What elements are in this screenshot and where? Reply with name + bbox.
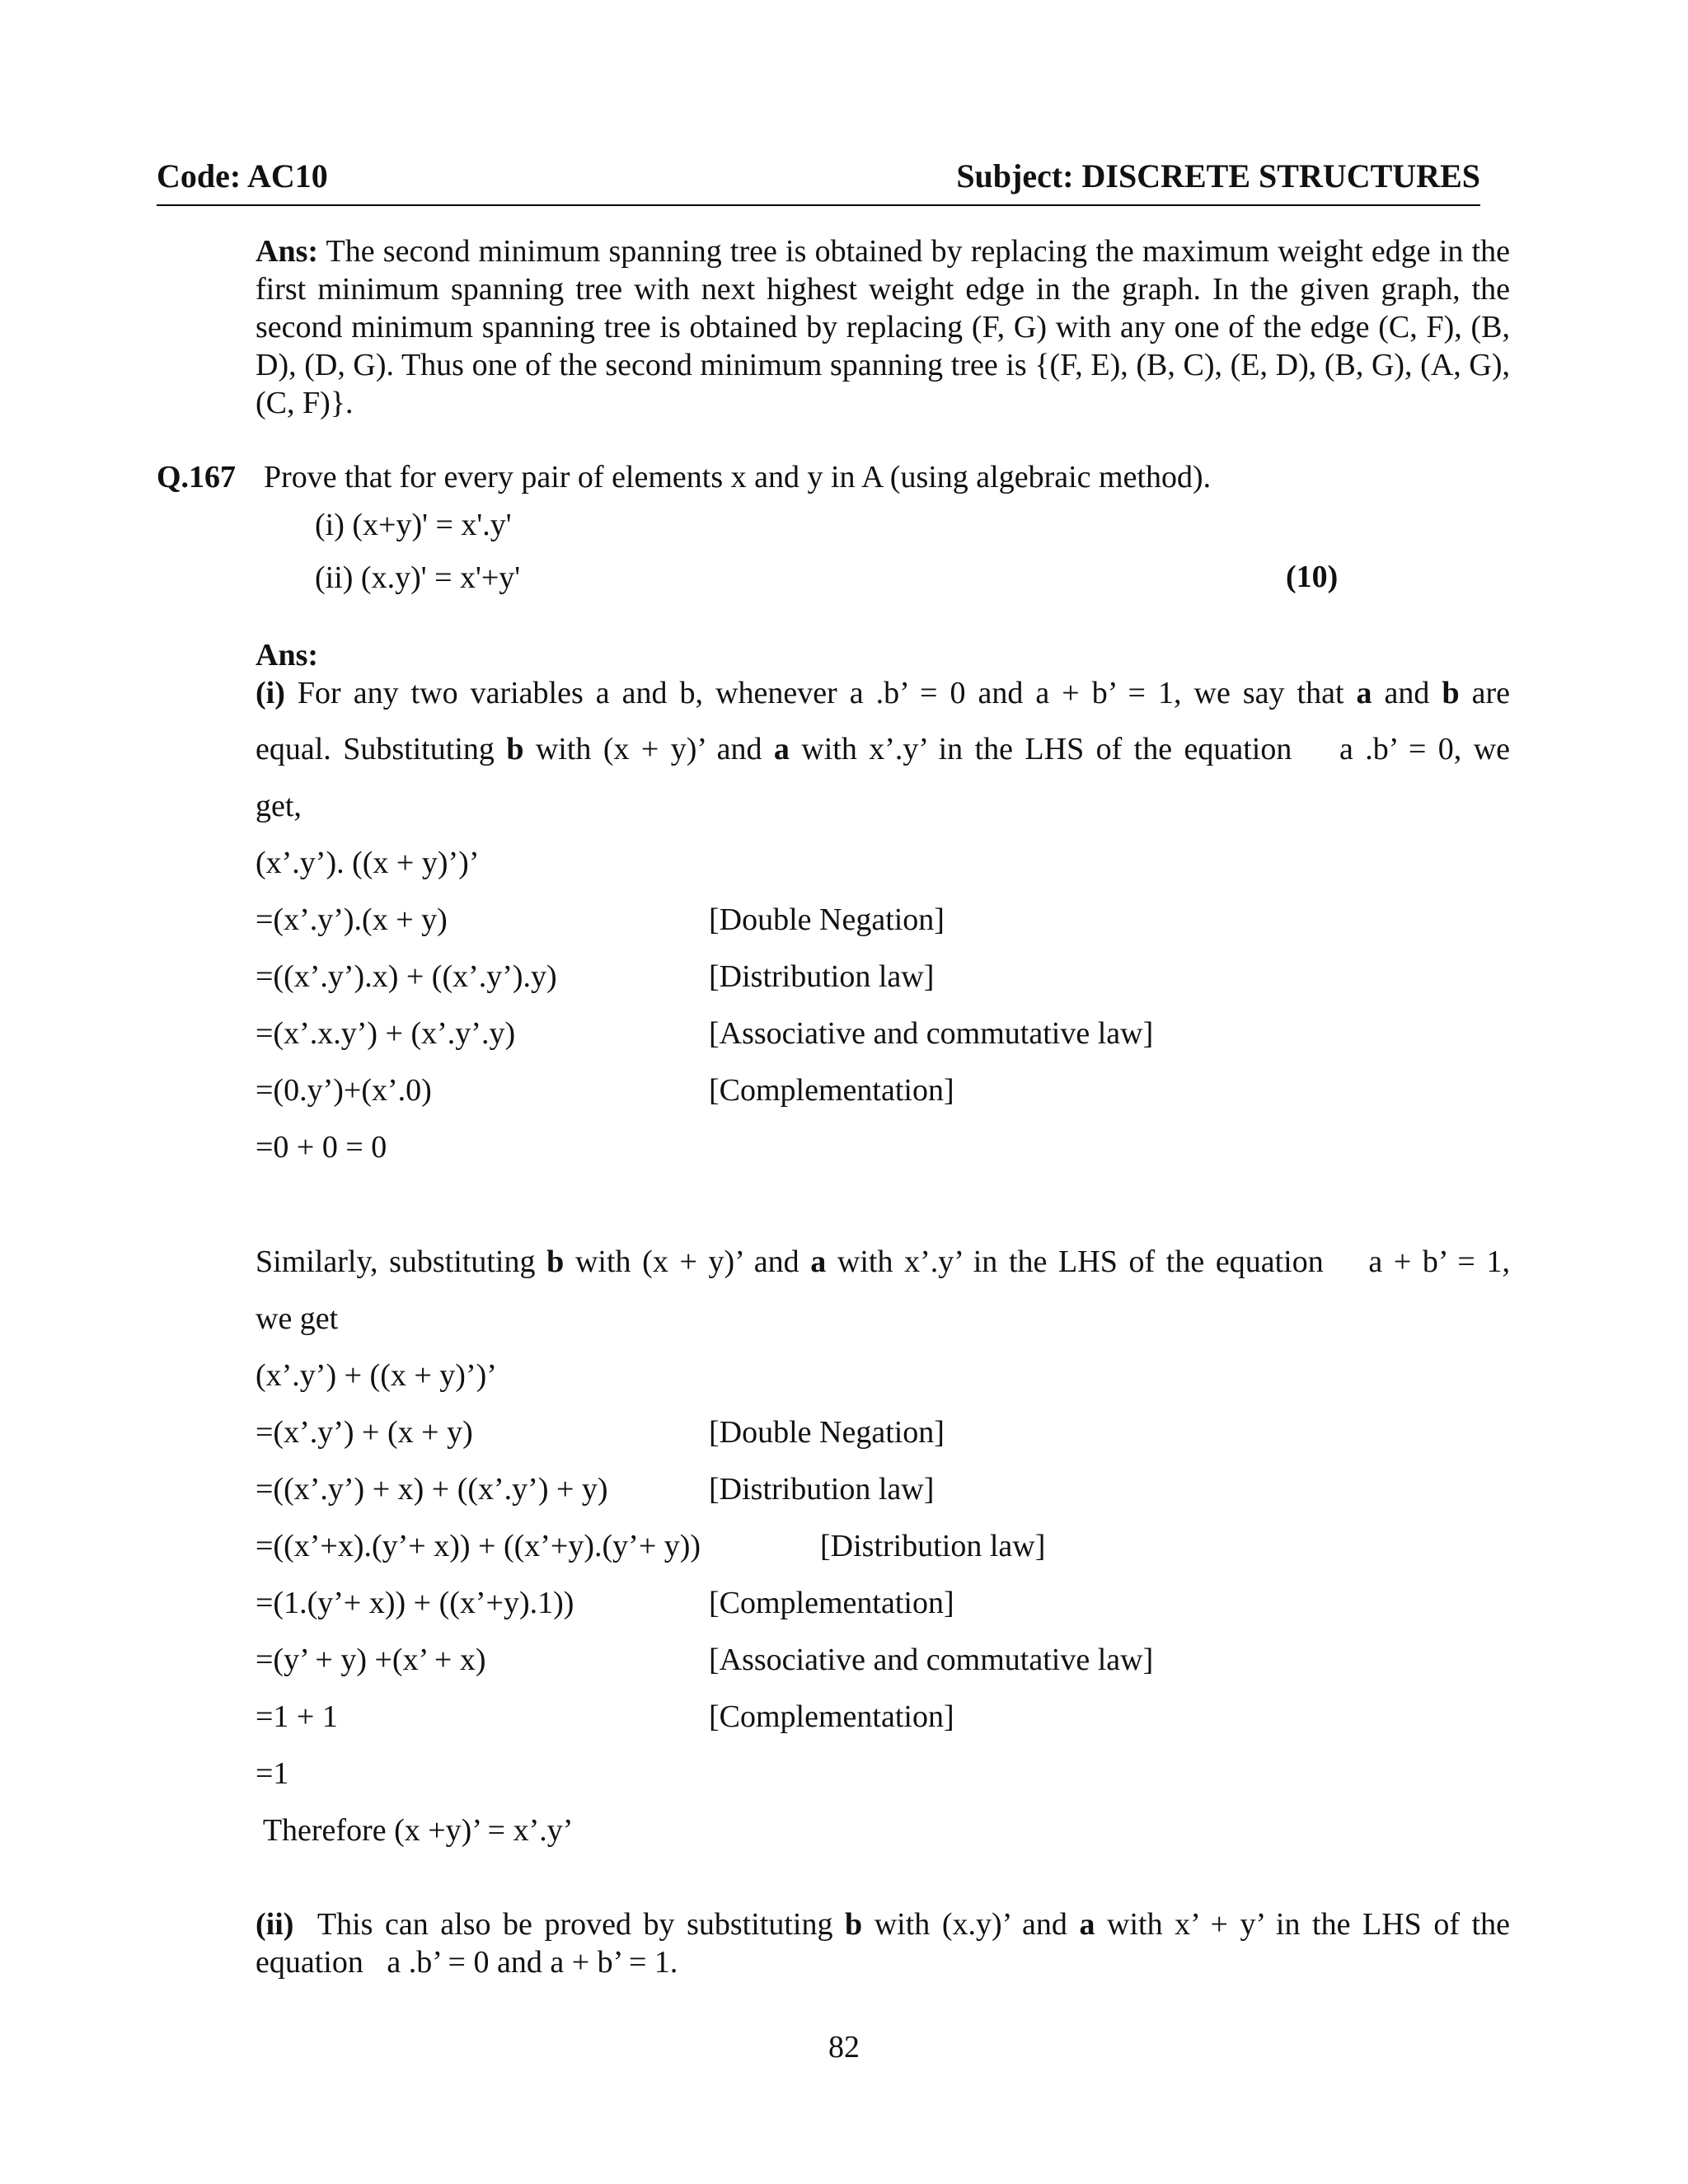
proof2-step: =(x’.y’) + (x + y): [256, 1415, 473, 1450]
proof1-reason: [Double Negation]: [709, 902, 945, 937]
proof1-step: =(x’.x.y’) + (x’.y’.y): [256, 1016, 516, 1051]
subject-title: Subject: DISCRETE STRUCTURES: [956, 157, 1480, 194]
proof1-step: =((x’.y’).x) + ((x’.y’).y): [256, 959, 557, 994]
proof2-step: =((x’.y’) + x) + ((x’.y’) + y): [256, 1472, 608, 1507]
question-part-i: (i) (x+y)' = x'.y': [315, 508, 512, 542]
proof2-reason: [Distribution law]: [820, 1529, 1046, 1563]
proof2-reason: [Double Negation]: [709, 1415, 945, 1450]
ans-label: Ans:: [256, 234, 319, 269]
ii-mid1: with (x.y)’ and: [862, 1907, 1080, 1942]
proof2-step: =1: [256, 1756, 289, 1791]
var-a: a: [1079, 1907, 1095, 1942]
proof2-step: =1 + 1: [256, 1699, 338, 1734]
part-ii-line1: [256, 1905, 1510, 1943]
similarly-line1: [256, 1243, 1510, 1281]
question-text: Prove that for every pair of elements x and y in A (using algebraic method).: [264, 460, 1212, 494]
proof1-step: =0 + 0 = 0: [256, 1130, 387, 1165]
part-i-text1: For any two variables a and b, whenever a .b’ = 0 and a + b’ = 1, we say that: [284, 676, 1357, 710]
ans-text: The second minimum spanning tree is obtained by replacing the maximum weight edge in the first minimum spanning tree with next highest weight edge in the graph. In the given graph, the second minimum spanning tree is obtained by replacing (F, G) with any one of the edge (C, F), (B, D), (D, G). Thus one of the second minimum spanning tree is {(F, E), (B, C), (E, D), (B, G), (A, G), (C, F)}.: [256, 234, 1510, 420]
similarly-line2: we get: [256, 1301, 339, 1336]
proof2-reason: [Associative and commutative law]: [709, 1643, 1154, 1677]
line2-mid1: with (x + y)’ and: [523, 732, 774, 766]
therefore-line: Therefore (x +y)’ = x’.y’: [256, 1813, 574, 1848]
ii-mid2: with x’ + y’ in the LHS of the: [1095, 1907, 1510, 1942]
question-marks: (10): [1286, 560, 1339, 594]
proof2-step: =((x’+x).(y’+ x)) + ((x’+y).(y’+ y)): [256, 1529, 701, 1563]
page-number: 82: [828, 2030, 860, 2064]
header-rule: [157, 204, 1480, 206]
part-i-text2: are: [1459, 676, 1510, 710]
proof1-reason: [Associative and commutative law]: [709, 1016, 1154, 1051]
part-i-line1: [256, 674, 1510, 712]
line2-pre: equal. Substituting: [256, 732, 507, 766]
part-ii-line2: equation a .b’ = 0 and a + b’ = 1.: [256, 1945, 678, 1980]
part-ii-label: (ii): [256, 1907, 294, 1942]
var-b: b: [506, 732, 524, 766]
sim-mid2: with x’.y’ in the LHS of the equation a + b’ = 1,: [826, 1244, 1511, 1279]
line2-mid2: with x’.y’ in the LHS of the equation a .b’ = 0, we: [789, 732, 1511, 766]
var-a: a: [810, 1244, 827, 1279]
var-b: b: [845, 1907, 863, 1942]
ans2-label: Ans:: [256, 638, 319, 673]
proof2-reason: [Complementation]: [709, 1699, 954, 1734]
proof1-step: =(0.y’)+(x’.0): [256, 1073, 432, 1108]
proof1-step: =(x’.y’).(x + y): [256, 902, 448, 937]
sim-pre: Similarly, substituting: [256, 1244, 547, 1279]
proof2-step: =(y’ + y) +(x’ + x): [256, 1643, 486, 1677]
answer-paragraph: [256, 232, 1510, 422]
proof2-step: (x’.y’) + ((x + y)’)’: [256, 1358, 497, 1393]
proof2-reason: [Complementation]: [709, 1586, 954, 1620]
and-text: and: [1372, 676, 1442, 710]
proof1-step: (x’.y’). ((x + y)’)’: [256, 846, 480, 880]
question-line: [157, 458, 1211, 496]
proof1-reason: [Distribution law]: [709, 959, 935, 994]
proof2-reason: [Distribution law]: [709, 1472, 935, 1507]
var-a: a: [1356, 676, 1372, 710]
part-i-line3: get,: [256, 789, 302, 823]
proof1-reason: [Complementation]: [709, 1073, 954, 1108]
part-i-line2: [256, 730, 1510, 768]
part-i-label: (i): [256, 676, 285, 710]
sim-mid1: with (x + y)’ and: [564, 1244, 811, 1279]
var-a: a: [773, 732, 790, 766]
question-part-ii: (ii) (x.y)' = x'+y': [315, 560, 521, 595]
course-code: Code: AC10: [157, 157, 328, 194]
var-b: b: [546, 1244, 565, 1279]
var-b: b: [1442, 676, 1460, 710]
ii-pre: This can also be proved by substituting: [293, 1907, 846, 1942]
page-header: [157, 157, 1480, 195]
proof2-step: =(1.(y’+ x)) + ((x’+y).1)): [256, 1586, 574, 1620]
question-number: Q.167: [157, 460, 237, 494]
